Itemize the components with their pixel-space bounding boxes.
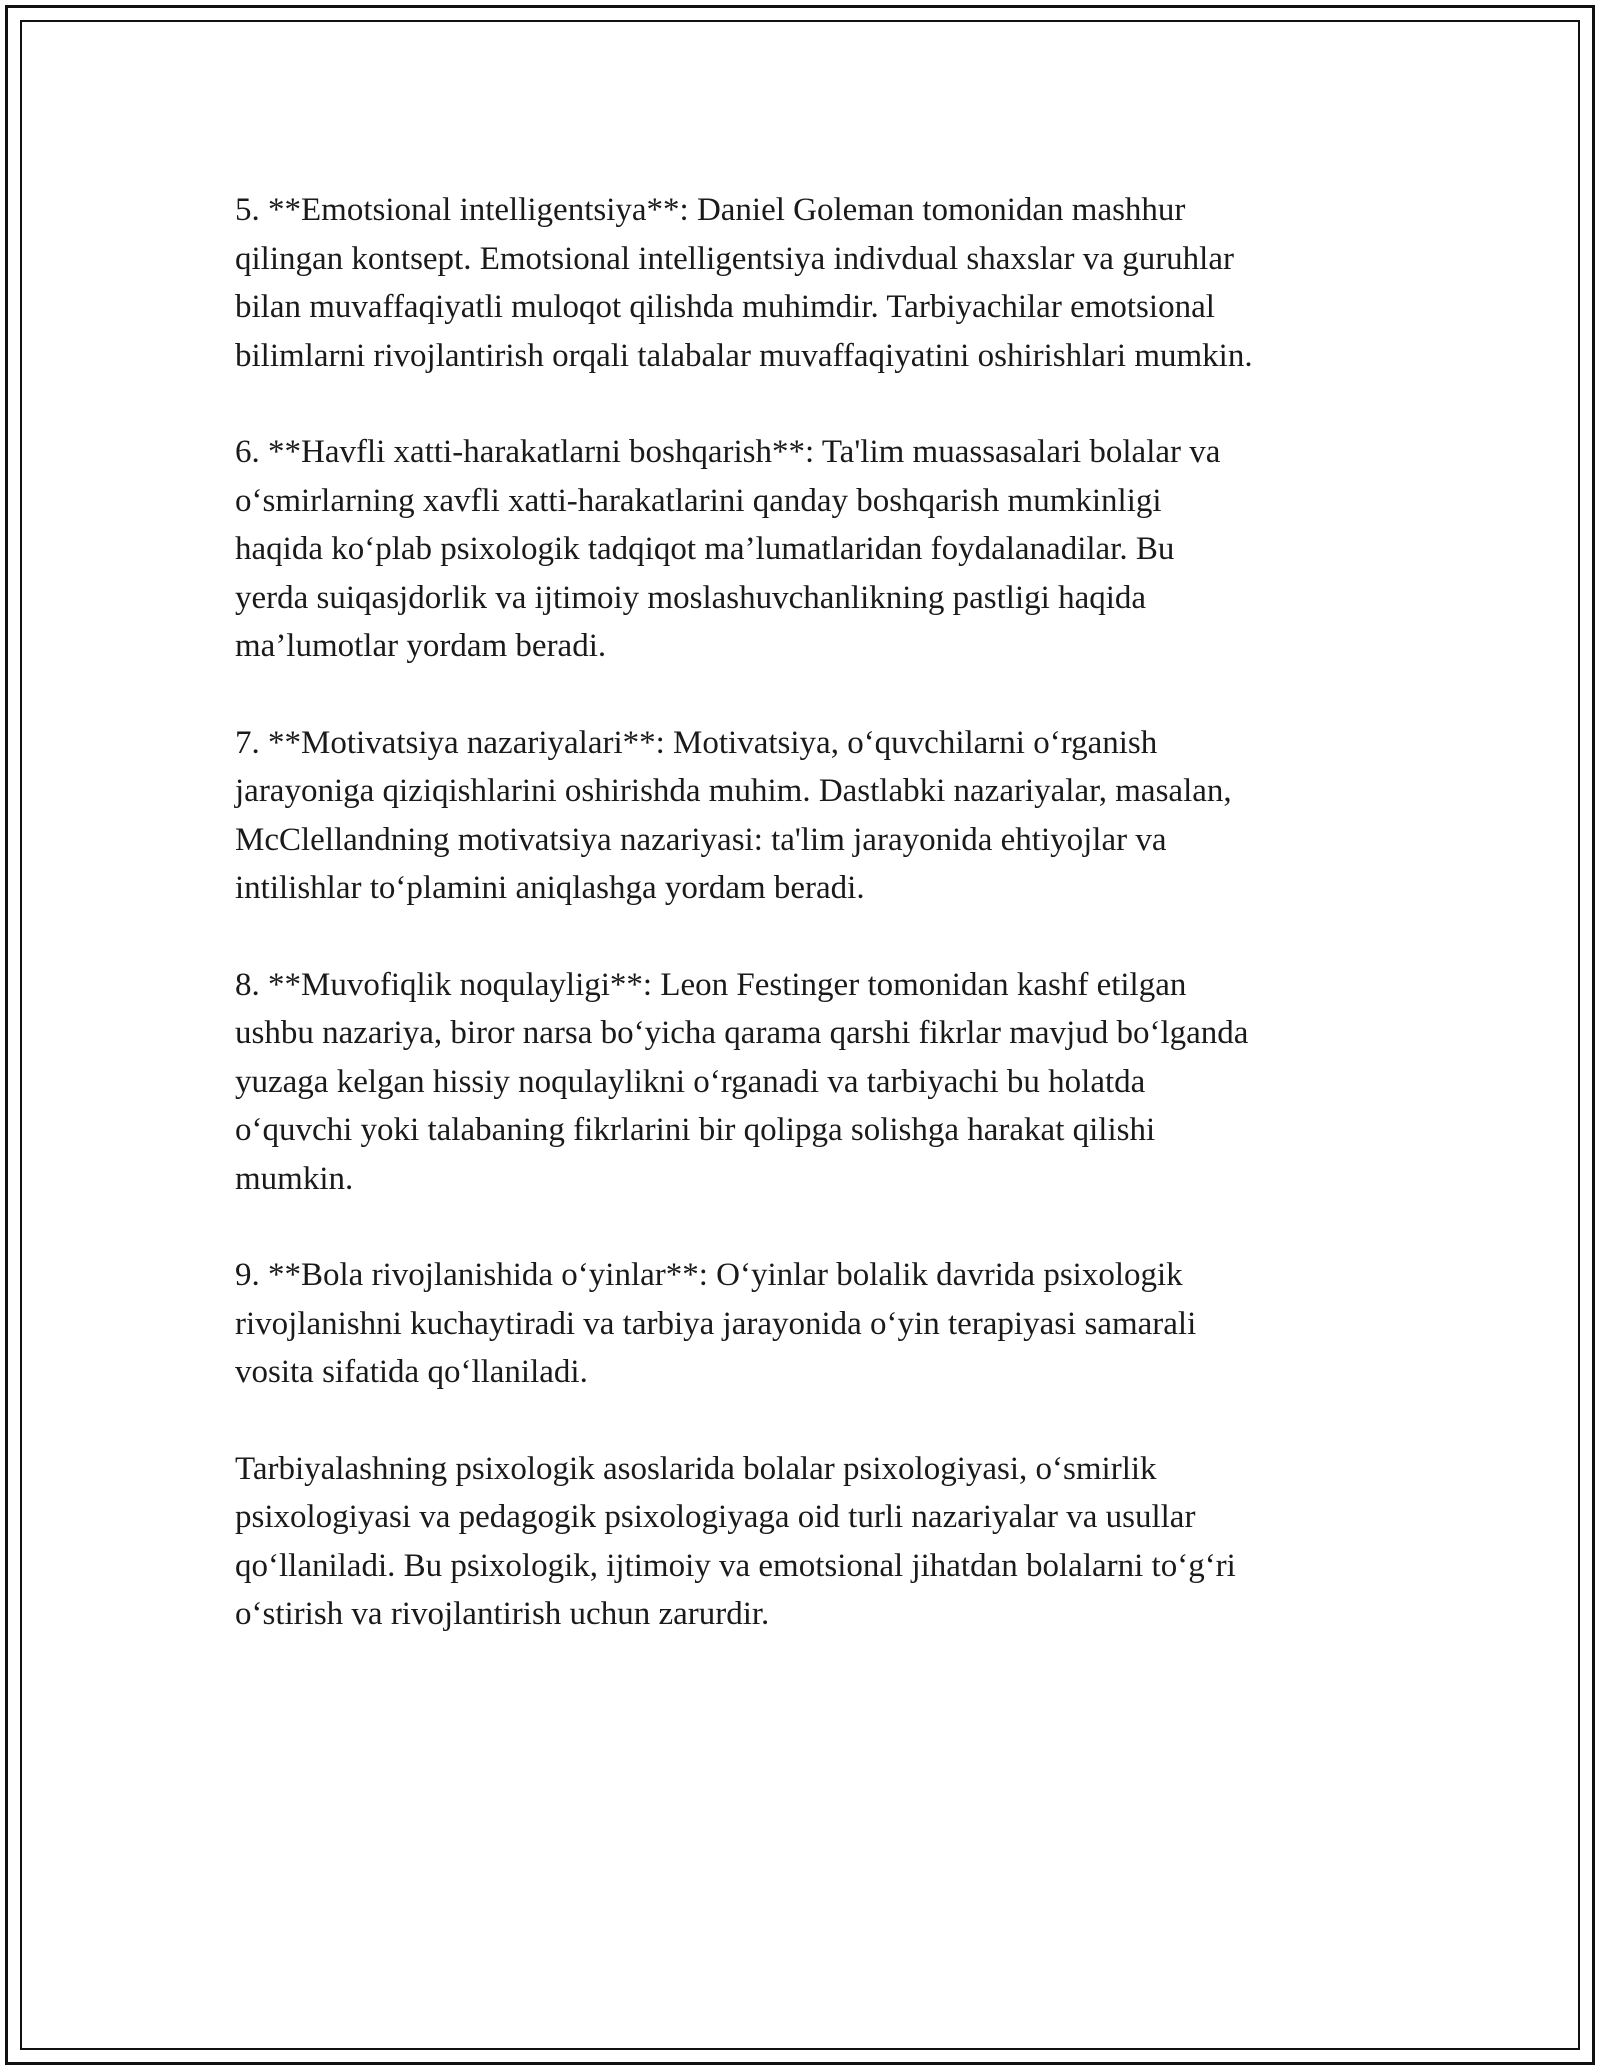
text-line: o‘quvchi yoki talabaning fikrlarini bir qolipga solishga harakat qilishi — [235, 1112, 1156, 1148]
text-line: rivojlanishni kuchaytiradi va tarbiya jarayonida o‘yin terapiyasi samarali — [235, 1305, 1197, 1342]
text-line: psixologiyasi va pedagogik psixologiyaga oid turli nazariyalar va usullar — [235, 1499, 1196, 1535]
text-line: haqida ko‘plab psixologik tadqiqot ma’lumatlaridan foydalanadilar. Bu — [235, 531, 1175, 567]
paragraph-emotional-intelligence — [235, 186, 1395, 380]
text-line: o‘smirlarning xavfli xatti-harakatlarini qanday boshqarish mumkinligi — [235, 482, 1162, 519]
text-line: ma’lumotlar yordam beradi. — [235, 628, 607, 664]
text-line: 9. **Bola rivojlanishida o‘yinlar**: O‘yinlar bolalik davrida psixologik — [235, 1257, 1183, 1293]
text-line: qilingan kontsept. Emotsional intelligentsiya indivdual shaxslar va guruhlar — [235, 240, 1234, 277]
text-line: intilishlar to‘plamini aniqlashga yordam beradi. — [235, 870, 865, 906]
paragraph-motivation-theories — [235, 719, 1395, 913]
text-line: McClellandning motivatsiya nazariyasi: ta'lim jarayonida ehtiyojlar va — [235, 821, 1167, 858]
text-line: mumkin. — [235, 1160, 354, 1197]
text-line: qo‘llaniladi. Bu psixologik, ijtimoiy va emotsional jihatdan bolalarni to‘g‘ri — [235, 1547, 1236, 1584]
text-line: 7. **Motivatsiya nazariyalari**: Motivatsiya, o‘quvchilarni o‘rganish — [235, 724, 1158, 761]
text-line: yerda suiqasjdorlik va ijtimoiy moslashuvchanlikning pastligi haqida — [235, 579, 1147, 616]
text-line: ushbu nazariya, biror narsa bo‘yicha qarama qarshi fikrlar mavjud bo‘lganda — [235, 1015, 1249, 1051]
text-line: o‘stirish va rivojlantirish uchun zarurdir. — [235, 1596, 770, 1632]
paragraph-play-in-development — [235, 1251, 1395, 1397]
text-line: 5. **Emotsional intelligentsiya**: Daniel Goleman tomonidan mashhur — [235, 192, 1186, 228]
paragraph-conclusion — [235, 1445, 1395, 1639]
document-body — [235, 186, 1395, 1687]
paragraph-cognitive-dissonance — [235, 961, 1395, 1204]
text-line: 6. **Havfli xatti-harakatlarni boshqarish**: Ta'lim muassasalari bolalar va — [235, 434, 1221, 470]
text-line: yuzaga kelgan hissiy noqulaylikni o‘rganadi va tarbiyachi bu holatda — [235, 1063, 1146, 1100]
text-line: Tarbiyalashning psixologik asoslarida bolalar psixologiyasi, o‘smirlik — [235, 1450, 1157, 1487]
text-line: jarayoniga qiziqishlarini oshirishda muhim. Dastlabki nazariyalar, masalan, — [235, 773, 1232, 809]
text-line: bilan muvaffaqiyatli muloqot qilishda muhimdir. Tarbiyachilar emotsional — [235, 289, 1215, 325]
text-line: bilimlarni rivojlantirish orqali talabalar muvaffaqiyatini oshirishlari mumkin. — [235, 337, 1253, 374]
paragraph-risky-behavior — [235, 428, 1395, 671]
text-line: vosita sifatida qo‘llaniladi. — [235, 1354, 588, 1390]
text-line: 8. **Muvofiqlik noqulayligi**: Leon Festinger tomonidan kashf etilgan — [235, 966, 1187, 1003]
